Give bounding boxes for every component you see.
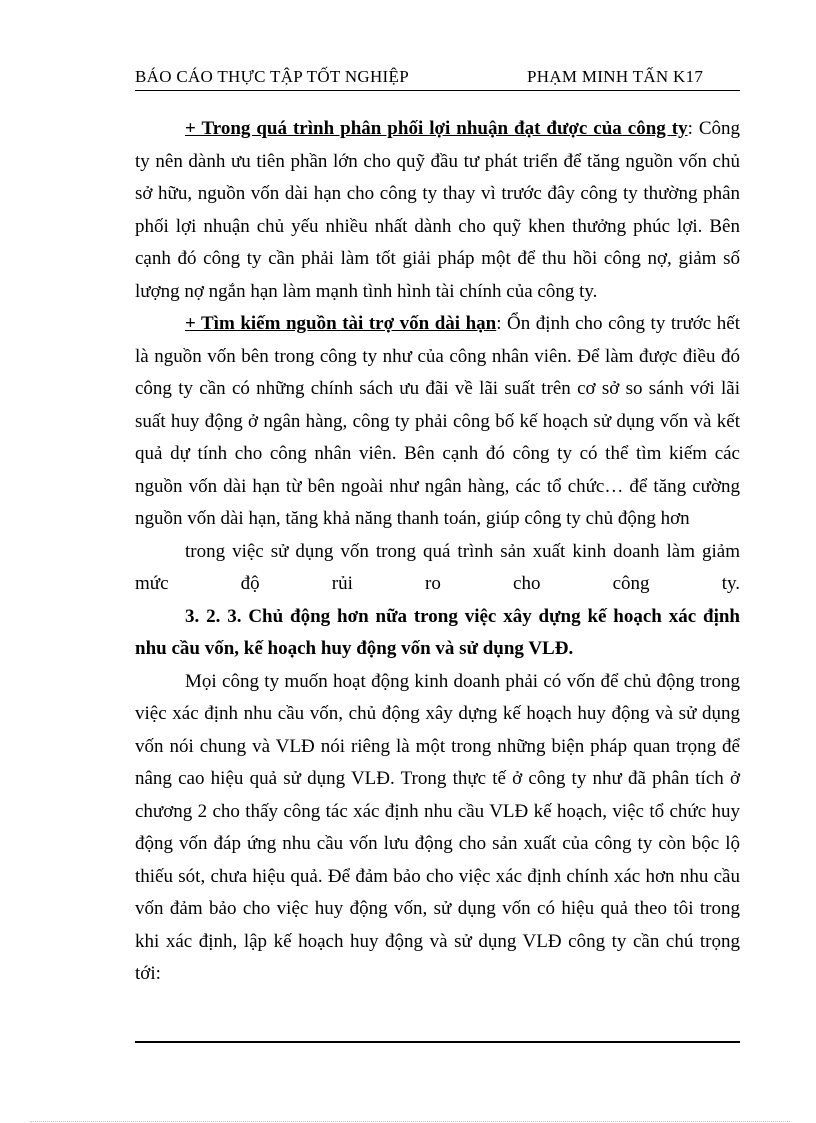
paragraph-capital-planning: Mọi công ty muốn hoạt động kinh doanh phải có vốn để chủ động trong việc xác định nhu cầu vốn, chủ động xây dựng kế hoạch huy động và sử dụng vốn nói chung và VLĐ nói riêng là một trong những biện pháp quan trọng để nâng cao hiệu quả sử dụng VLĐ. Trong thực tế ở công ty như đã phân tích ở chương 2 cho thấy công tác xác định nhu cầu VLĐ kế hoạch, việc tổ chức huy động vốn đáp ứng nhu cầu vốn lưu động cho sản xuất của công ty còn bộc lộ thiếu sót, chưa hiệu quả. Để đảm bảo cho việc xác định chính xác hơn nhu cầu vốn đảm bảo cho việc huy động vốn, sử dụng vốn có hiệu quả theo tôi trong khi xác định, lập kế hoạch huy động và sử dụng VLĐ công ty cần chú trọng tới: [135,670,740,984]
header-report-title: BÁO CÁO THỰC TẬP TỐT NGHIỆP [135,67,409,86]
paragraph-risk-reduction: trong việc sử dụng vốn trong quá trình sản xuất kinh doanh làm giảm mức độ rủi ro cho công ty. [135,540,740,594]
paragraph-text-profit-distribution: : Công ty nên dành ưu tiên phần lớn cho quỹ đầu tư phát triển để tăng nguồn vốn chủ sở hữu, nguồn vốn dài hạn cho công ty thay vì trước đây công ty thường phân phối lợi nhuận chủ yếu nhiều nhất dành cho quỹ khen thưởng phúc lợi. Bên cạnh đó công ty cần phải làm tốt giải pháp một để thu hồi công nợ, giảm số lượng nợ ngắn hạn làm mạnh tình hình tài chính của công ty. [135,118,741,302]
document-body [135,113,740,991]
page-header [135,64,740,91]
paragraph-lead-long-term-funding: + Tìm kiếm nguồn tài trợ vốn dài hạn [185,313,497,334]
paragraph-profit-distribution [135,113,740,308]
footer-divider [135,1041,740,1043]
paragraph-lead-profit-distribution: + Trong quá trình phân phối lợi nhuận đạt được của công ty [185,118,688,139]
page-bottom-edge [30,1121,790,1122]
header-author-name: PHẠM MINH TẤN K17 [527,67,704,86]
paragraph-long-term-funding [135,308,740,536]
section-title-3-2-3: 3. 2. 3. Chủ động hơn nữa trong việc xây dựng kế hoạch xác định nhu cầu vốn, kế hoạch huy động vốn và sử dụng VLĐ. [135,605,740,659]
paragraph-text-long-term-funding: : Ổn định cho công ty trước hết là nguồn vốn bên trong công ty như của công nhân viên. Để làm được điều đó công ty cần có những chính sách ưu đãi về lãi suất trên cơ sở so sánh với lãi suất huy động ở ngân hàng, công ty phải công bố kế hoạch sử dụng vốn và kết quả dự tính cho công nhân viên. Bên cạnh đó công ty có thể tìm kiếm các nguồn vốn dài hạn từ bên ngoài như ngân hàng, các tổ chức… để tăng cường nguồn vốn dài hạn, tăng khả năng thanh toán, giúp công ty chủ động hơn [135,313,740,529]
